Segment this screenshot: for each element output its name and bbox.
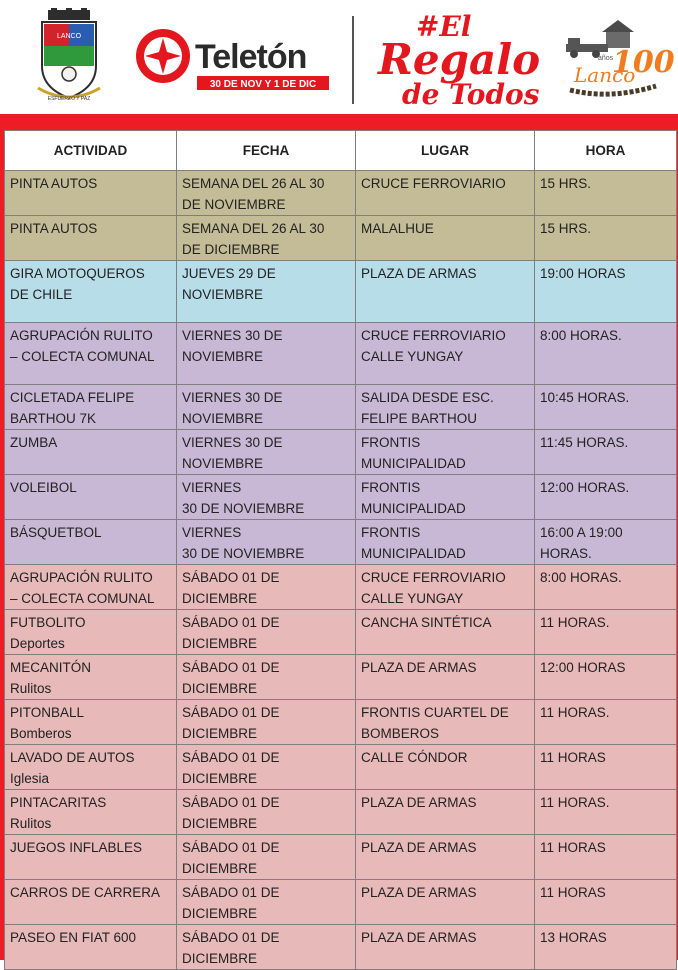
cell-fecha: SEMANA DEL 26 AL 30 DE NOVIEMBRE — [177, 171, 356, 216]
table-row — [5, 323, 677, 385]
cell-fecha: VIERNES 30 DE NOVIEMBRE — [177, 520, 356, 565]
table-row — [5, 790, 677, 835]
cell-lugar: CRUCE FERROVIARIO — [356, 171, 535, 216]
cell-actividad: PASEO EN FIAT 600 — [5, 925, 177, 970]
cell-hora: 12:00 HORAS — [535, 655, 677, 700]
cell-fecha: VIERNES 30 DE NOVIEMBRE — [177, 385, 356, 430]
table-row — [5, 700, 677, 745]
cell-hora: 15 HRS. — [535, 171, 677, 216]
table-row — [5, 610, 677, 655]
cell-actividad: VOLEIBOL — [5, 475, 177, 520]
teleton-dates: 30 DE NOV Y 1 DE DIC — [209, 79, 317, 90]
lanco-crest-logo — [34, 8, 104, 104]
cell-hora: 11 HORAS. — [535, 790, 677, 835]
cell-lugar: CALLE CÓNDOR — [356, 745, 535, 790]
cell-lugar: PLAZA DE ARMAS — [356, 261, 535, 323]
cell-lugar: CRUCE FERROVIARIO CALLE YUNGAY — [356, 565, 535, 610]
slogan-line-2: Regalo — [378, 35, 541, 84]
cell-actividad: PINTA AUTOS — [5, 171, 177, 216]
cell-fecha: SÁBADO 01 DE DICIEMBRE — [177, 610, 356, 655]
schedule-table-body — [5, 171, 677, 970]
cell-hora: 11:45 HORAS. — [535, 430, 677, 475]
cell-actividad: FUTBOLITO Deportes — [5, 610, 177, 655]
cell-actividad: AGRUPACIÓN RULITO – COLECTA COMUNAL — [5, 323, 177, 385]
cell-lugar: CRUCE FERROVIARIO CALLE YUNGAY — [356, 323, 535, 385]
cell-lugar: PLAZA DE ARMAS — [356, 925, 535, 970]
table-row — [5, 745, 677, 790]
cell-fecha: SÁBADO 01 DE DICIEMBRE — [177, 835, 356, 880]
el-regalo-de-todos-slogan — [372, 6, 552, 110]
cell-hora: 11 HORAS — [535, 745, 677, 790]
cell-lugar: PLAZA DE ARMAS — [356, 835, 535, 880]
cell-actividad: CICLETADA FELIPE BARTHOU 7K — [5, 385, 177, 430]
crest-text-top: LANCO — [56, 33, 82, 40]
cell-hora: 11 HORAS. — [535, 700, 677, 745]
cell-hora: 11 HORAS. — [535, 610, 677, 655]
cell-actividad: JUEGOS INFLABLES — [5, 835, 177, 880]
cell-actividad: GIRA MOTOQUEROS DE CHILE — [5, 261, 177, 323]
slogan-line-3: de Todos — [402, 78, 540, 111]
header-divider — [352, 16, 354, 104]
table-row — [5, 520, 677, 565]
column-header-actividad: ACTIVIDAD — [5, 131, 177, 171]
table-row — [5, 655, 677, 700]
cell-hora: 19:00 HORAS — [535, 261, 677, 323]
column-header-hora: HORA — [535, 131, 677, 171]
cell-hora: 11 HORAS — [535, 880, 677, 925]
cell-fecha: VIERNES 30 DE NOVIEMBRE — [177, 430, 356, 475]
cell-lugar: CANCHA SINTÉTICA — [356, 610, 535, 655]
cell-lugar: MALALHUE — [356, 216, 535, 261]
cell-fecha: SEMANA DEL 26 AL 30 DE DICIEMBRE — [177, 216, 356, 261]
teleton-logo — [133, 26, 333, 96]
cell-actividad: ZUMBA — [5, 430, 177, 475]
cell-actividad: MECANITÓN Rulitos — [5, 655, 177, 700]
crest-motto: ESFUERZO Y PAZ — [47, 96, 91, 102]
page-header — [0, 0, 678, 114]
column-header-lugar: LUGAR — [356, 131, 535, 171]
cell-fecha: SÁBADO 01 DE DICIEMBRE — [177, 880, 356, 925]
cell-hora: 16:00 A 19:00 HORAS. — [535, 520, 677, 565]
table-row — [5, 925, 677, 970]
cell-lugar: FRONTIS MUNICIPALIDAD — [356, 475, 535, 520]
cell-hora: 11 HORAS — [535, 835, 677, 880]
slogan-line-1: #El — [416, 10, 472, 43]
cell-lugar: PLAZA DE ARMAS — [356, 655, 535, 700]
cell-actividad: BÁSQUETBOL — [5, 520, 177, 565]
cell-actividad: LAVADO DE AUTOS Iglesia — [5, 745, 177, 790]
cell-lugar: PLAZA DE ARMAS — [356, 880, 535, 925]
cell-hora: 13 HORAS — [535, 925, 677, 970]
cell-hora: 8:00 HORAS. — [535, 565, 677, 610]
cell-fecha: JUEVES 29 DE NOVIEMBRE — [177, 261, 356, 323]
schedule-frame — [0, 114, 678, 966]
cell-fecha: SÁBADO 01 DE DICIEMBRE — [177, 565, 356, 610]
cell-hora: 12:00 HORAS. — [535, 475, 677, 520]
column-header-fecha: FECHA — [177, 131, 356, 171]
cell-hora: 10:45 HORAS. — [535, 385, 677, 430]
cell-lugar: PLAZA DE ARMAS — [356, 790, 535, 835]
cell-fecha: SÁBADO 01 DE DICIEMBRE — [177, 790, 356, 835]
anniversary-name: Lanco — [574, 63, 636, 87]
cell-actividad: AGRUPACIÓN RULITO – COLECTA COMUNAL — [5, 565, 177, 610]
teleton-name: Teletón — [195, 38, 307, 76]
cell-fecha: SÁBADO 01 DE DICIEMBRE — [177, 925, 356, 970]
table-row — [5, 430, 677, 475]
table-header-row — [5, 131, 677, 171]
cell-lugar: SALIDA DESDE ESC. FELIPE BARTHOU — [356, 385, 535, 430]
schedule-table — [4, 130, 677, 970]
cell-actividad: CARROS DE CARRERA — [5, 880, 177, 925]
cell-actividad: PINTA AUTOS — [5, 216, 177, 261]
cell-fecha: SÁBADO 01 DE DICIEMBRE — [177, 745, 356, 790]
anniversary-word: años — [598, 55, 614, 62]
table-row — [5, 385, 677, 430]
table-row — [5, 261, 677, 323]
cell-fecha: VIERNES 30 DE NOVIEMBRE — [177, 475, 356, 520]
table-row — [5, 835, 677, 880]
cell-actividad: PITONBALL Bomberos — [5, 700, 177, 745]
cell-hora: 8:00 HORAS. — [535, 323, 677, 385]
lanco-100-anos-logo — [560, 14, 675, 100]
cell-lugar: FRONTIS MUNICIPALIDAD — [356, 430, 535, 475]
cell-hora: 15 HRS. — [535, 216, 677, 261]
table-row — [5, 565, 677, 610]
cell-fecha: SÁBADO 01 DE DICIEMBRE — [177, 700, 356, 745]
cell-lugar: FRONTIS CUARTEL DE BOMBEROS — [356, 700, 535, 745]
table-row — [5, 880, 677, 925]
cell-fecha: SÁBADO 01 DE DICIEMBRE — [177, 655, 356, 700]
table-row — [5, 171, 677, 216]
cell-lugar: FRONTIS MUNICIPALIDAD — [356, 520, 535, 565]
cell-fecha: VIERNES 30 DE NOVIEMBRE — [177, 323, 356, 385]
table-row — [5, 475, 677, 520]
cell-actividad: PINTACARITAS Rulitos — [5, 790, 177, 835]
table-row — [5, 216, 677, 261]
anniversary-number: 100 — [612, 45, 675, 80]
